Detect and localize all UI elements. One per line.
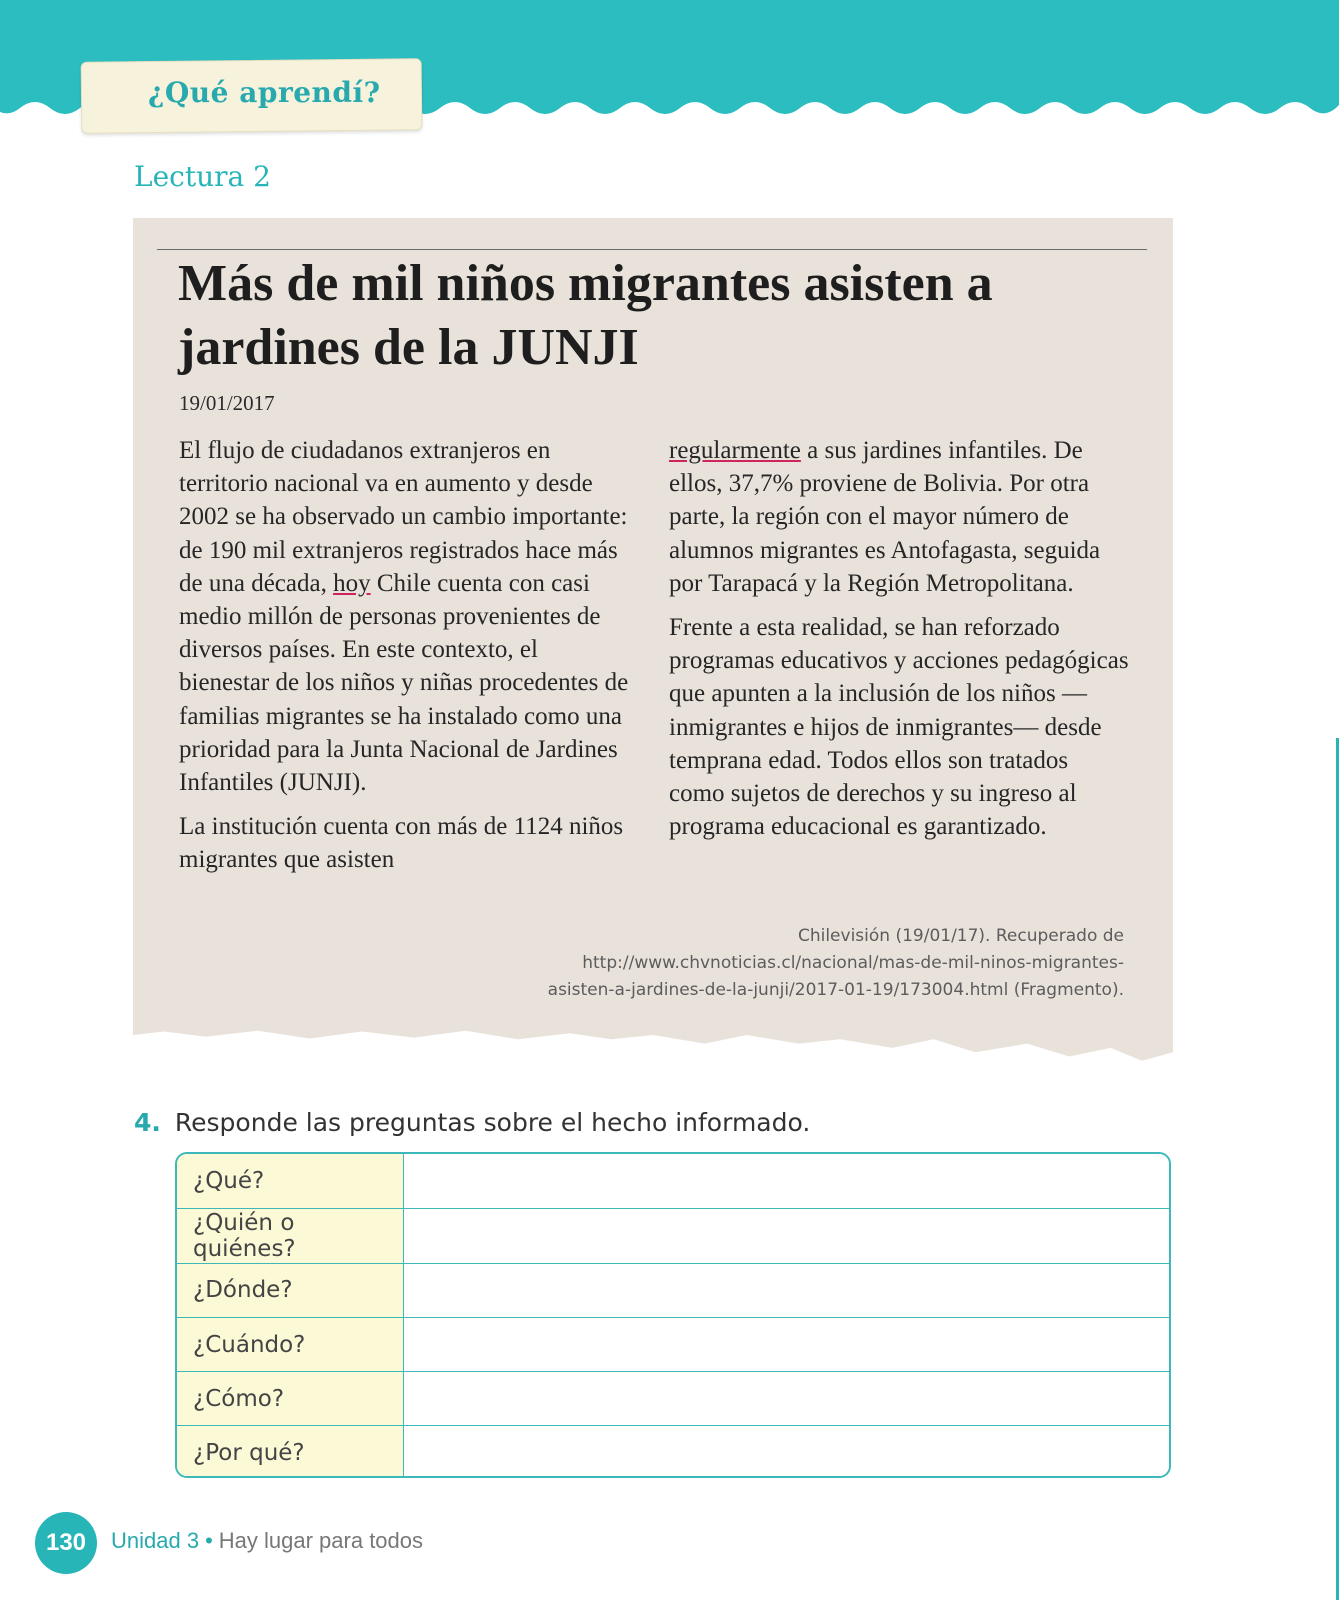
section-tab-title: ¿Qué aprendí? xyxy=(148,76,381,109)
table-row xyxy=(177,1371,1169,1425)
footer xyxy=(111,1528,423,1554)
article-paragraph xyxy=(179,434,634,799)
paragraph-text: a sus jardines infantiles. De ellos, 37,7% proviene de Bolivia. Por otra parte, la región con el mayor número de alumnos migrantes es Antofagasta, seguida por Tarapacá y la Región Metropolitana. xyxy=(669,437,1101,597)
table-row xyxy=(177,1425,1169,1478)
question-label: ¿Cómo? xyxy=(177,1372,404,1425)
answer-field[interactable] xyxy=(404,1318,1169,1371)
answer-field[interactable] xyxy=(404,1154,1169,1208)
article-paragraph xyxy=(669,434,1129,600)
table-row xyxy=(177,1208,1169,1262)
answer-field[interactable] xyxy=(404,1372,1169,1425)
underlined-word: regularmente xyxy=(669,437,801,464)
paragraph-text: Chile cuenta con casi medio millón de personas provenientes de diversos países. En este contexto, el bienestar de los niños y niñas procedentes de familias migrantes se ha instalado como una prioridad para la Junta Nacional de Jardines Infantiles (JUNJI). xyxy=(179,569,629,797)
article-source: Chilevisión (19/01/17). Recuperado de http://www.chvnoticias.cl/nacional/mas-de-mil-ninos-migrantes-asisten-a-jardines-de-la-junji/2017-01-19/173004.html (Fragmento). xyxy=(547,926,1124,1000)
footer-bullet: • xyxy=(205,1528,213,1553)
page-number: 130 xyxy=(35,1512,97,1574)
questions-table xyxy=(175,1152,1171,1478)
footer-unit: Unidad 3 xyxy=(111,1528,200,1553)
table-row xyxy=(177,1154,1169,1208)
article-date: 19/01/2017 xyxy=(179,391,275,415)
question-label: ¿Cuándo? xyxy=(177,1318,404,1371)
activity-instruction xyxy=(134,1108,810,1137)
question-label: ¿Dónde? xyxy=(177,1264,404,1317)
article-paragraph: La institución cuenta con más de 1124 niños migrantes que asisten xyxy=(179,813,624,874)
answer-field[interactable] xyxy=(404,1264,1169,1317)
article-paragraph: Frente a esta realidad, se han reforzado programas educativos y acciones pedagógicas que apunten a la inclusión de los niños —inmigrantes e hijos de inmigrantes— desde temprana edad. Todos ellos son tratados como sujetos de derechos y su ingreso al programa educacional es garantizado. xyxy=(669,614,1129,841)
question-label: ¿Por qué? xyxy=(177,1426,404,1478)
activity-number: 4. xyxy=(134,1108,161,1137)
table-row xyxy=(177,1317,1169,1371)
article-headline: Más de mil niños migrantes asisten a jardines de la JUNJI xyxy=(178,255,993,376)
article-column-left xyxy=(179,434,634,888)
question-label: ¿Qué? xyxy=(177,1154,404,1208)
table-row xyxy=(177,1263,1169,1317)
footer-title: Hay lugar para todos xyxy=(218,1528,424,1553)
underlined-word: hoy xyxy=(333,569,371,597)
reading-label: Lectura 2 xyxy=(134,160,271,193)
headline-rule xyxy=(157,249,1147,250)
answer-field[interactable] xyxy=(404,1426,1169,1478)
answer-field[interactable] xyxy=(404,1209,1169,1262)
article-column-right xyxy=(669,434,1129,854)
activity-text: Responde las preguntas sobre el hecho informado. xyxy=(174,1108,811,1137)
paragraph-text: El flujo de ciudadanos extranjeros en territorio nacional va en aumento y desde 2002 se ha observado un cambio importante: de 190 mil extranjeros registrados hace más de una década, xyxy=(179,437,628,597)
question-label: ¿Quién o quiénes? xyxy=(177,1209,404,1262)
